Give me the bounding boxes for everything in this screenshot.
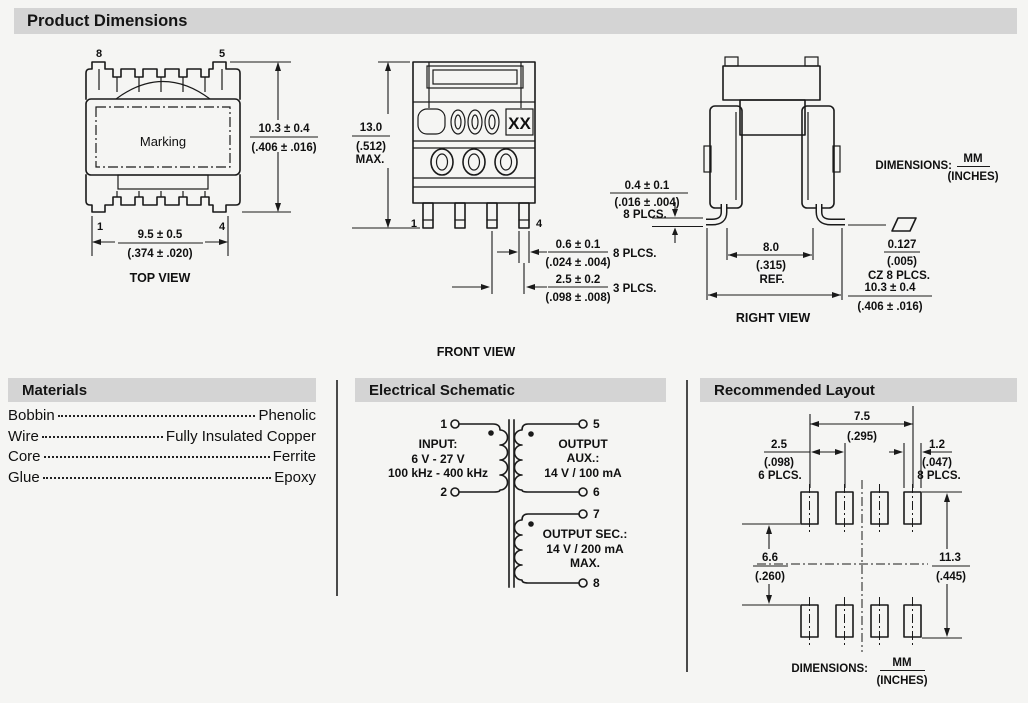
terminal-2 [451, 488, 459, 496]
layout-pad-mm: 1.2 [929, 439, 945, 451]
input-label: INPUT: [418, 437, 458, 451]
layout-drawing [695, 403, 1025, 703]
terminal-7 [579, 510, 587, 518]
right-clip-leg [802, 106, 834, 208]
coplanarity-in: (.005) [886, 256, 918, 268]
pin-number-5: 5 [218, 48, 226, 60]
terminal-6 [579, 488, 587, 496]
transformer-core [509, 420, 514, 587]
front-pins [423, 203, 529, 228]
pin-label-2: 2 [440, 485, 447, 499]
top-view-height-dimension [230, 62, 318, 212]
layout-span-in: (.295) [846, 431, 878, 443]
material-value: Epoxy [274, 468, 316, 486]
aux-label: AUX.: [566, 451, 600, 465]
top-view-width-dimension [92, 216, 228, 260]
marking-slot [418, 109, 445, 134]
coplanarity-note: CZ 8 PLCS. [868, 270, 930, 282]
section-header-product-dimensions [14, 8, 1017, 34]
span-in: (.315) [755, 260, 787, 272]
layout-pad-in: (.047) [921, 457, 953, 469]
pin-label-5: 5 [593, 417, 600, 431]
span-mm: 8.0 [763, 242, 779, 254]
front-view-caption: FRONT VIEW [436, 345, 516, 359]
material-row [8, 468, 316, 489]
right-width-mm: 10.3 ± 0.4 [864, 282, 916, 294]
left-clip-leg [710, 106, 742, 208]
material-name: Glue [8, 468, 40, 486]
front-view-component-outline [410, 62, 535, 230]
front-height-mm: 13.0 [359, 122, 383, 134]
front-height-in: (.512) [355, 141, 387, 153]
pin-number-8: 8 [95, 48, 103, 60]
pitch-in: (.098 ± .008) [545, 292, 611, 304]
material-row [8, 427, 316, 448]
schematic-labels [388, 437, 627, 570]
layout-pad-note: 8 PLCS. [917, 470, 961, 482]
height-in: (.406 ± .016) [251, 142, 317, 154]
lead-thickness-mm: 0.4 ± 0.1 [624, 180, 670, 192]
right-view-drawing [600, 50, 1025, 335]
pin-number-4: 4 [218, 221, 226, 233]
units-mm: MM [963, 153, 983, 165]
material-row [8, 447, 316, 468]
input-voltage: 6 V - 27 V [411, 452, 465, 466]
units-inches: (INCHES) [947, 171, 999, 183]
polarity-dot-sec [528, 521, 534, 527]
aux-output-label: OUTPUT [558, 437, 608, 451]
sec-output-label: OUTPUT SEC.: [542, 527, 628, 541]
units-label: DIMENSIONS: [791, 663, 868, 675]
section-header-electrical-schematic [355, 378, 666, 402]
section-header-recommended-layout [700, 378, 1017, 402]
material-value: Ferrite [272, 448, 316, 465]
units-mm: MM [892, 657, 912, 669]
terminal-8 [579, 579, 587, 587]
marking-ovals [451, 110, 499, 134]
material-name: Bobbin [8, 407, 55, 424]
width-mm: 9.5 ± 0.5 [137, 229, 183, 241]
leader-dots [44, 456, 270, 458]
sec-max-label: MAX. [570, 556, 600, 570]
width-in: (.374 ± .020) [127, 248, 193, 260]
layout-outer-mm: 11.3 [939, 552, 961, 564]
lead-thickness-in: (.016 ± .004) [614, 197, 680, 209]
units-inches: (INCHES) [876, 675, 928, 687]
materials-title: Materials [22, 381, 88, 399]
sec-rating: 14 V / 200 mA [546, 542, 624, 556]
pitch-mm: 2.5 ± 0.2 [555, 274, 601, 286]
material-value: Phenolic [258, 407, 316, 424]
coplanarity-mm: 0.127 [887, 239, 917, 251]
layout-inner-mm: 6.6 [762, 552, 778, 564]
layout-pitch-note: 6 PLCS. [758, 470, 802, 482]
polarity-dot-aux [528, 431, 534, 437]
aux-rating: 14 V / 100 mA [544, 466, 622, 480]
coplanarity-annotation [868, 218, 930, 282]
lead-thickness-note: 8 PLCS. [623, 209, 667, 221]
layout-outer-height-dimension [922, 492, 970, 638]
right-width-in: (.406 ± .016) [857, 301, 923, 313]
layout-units-note [791, 657, 927, 687]
terminal-1 [451, 420, 459, 428]
height-mm: 10.3 ± 0.4 [258, 123, 310, 135]
units-label: DIMENSIONS: [875, 160, 952, 172]
input-frequency: 100 kHz - 400 kHz [387, 466, 489, 480]
layout-outer-in: (.445) [935, 571, 967, 583]
body-marks-label: XX [508, 114, 531, 133]
bottom-center-tab [118, 175, 208, 189]
front-height-dimension [352, 62, 420, 228]
pin-label-8: 8 [593, 576, 600, 590]
layout-span-dimension [810, 406, 913, 488]
pin-number-1: 1 [96, 221, 104, 233]
page-title: Product Dimensions [27, 11, 188, 30]
materials-list [8, 406, 316, 488]
column-divider-right [686, 380, 688, 672]
layout-span-mm: 7.5 [854, 411, 870, 423]
leader-dots [58, 415, 256, 417]
lead-width-note: 8 PLCS. [613, 248, 657, 260]
front-height-note: MAX. [355, 154, 385, 166]
front-pin-number-1: 1 [410, 218, 417, 230]
right-view-caption: RIGHT VIEW [735, 311, 811, 325]
top-view-drawing [50, 44, 330, 294]
gull-wing-leads [706, 204, 845, 222]
pitch-note: 3 PLCS. [613, 283, 657, 295]
lead-width-mm: 0.6 ± 0.1 [555, 239, 601, 251]
schematic-title: Electrical Schematic [369, 381, 515, 399]
material-value: Fully Insulated Copper [165, 427, 316, 445]
layout-pitch-in: (.098) [763, 457, 795, 469]
front-pin-number-4: 4 [536, 218, 543, 230]
material-name: Core [8, 448, 41, 465]
section-header-materials [8, 378, 316, 402]
layout-pitch-dimension [758, 439, 845, 488]
layout-pitch-mm: 2.5 [771, 439, 787, 451]
lead-thickness-dimension [610, 180, 703, 243]
top-view-caption: TOP VIEW [129, 271, 191, 285]
column-divider-left [336, 380, 338, 596]
pin-label-6: 6 [593, 485, 600, 499]
winding-dome-arc [116, 82, 210, 100]
dimensions-units-note [875, 153, 998, 183]
pin-label-1: 1 [440, 417, 447, 431]
layout-inner-in: (.260) [754, 571, 786, 583]
schematic-drawing [385, 408, 675, 600]
coplanarity-symbol [892, 218, 916, 231]
core-holes [431, 149, 517, 175]
lead-span-dimension [727, 228, 813, 286]
layout-title: Recommended Layout [714, 381, 875, 399]
top-flange-pin-ticks [99, 69, 222, 92]
material-name: Wire [8, 427, 39, 445]
lead-width-in: (.024 ± .004) [545, 257, 611, 269]
material-row [8, 406, 316, 427]
pin-label-7: 7 [593, 507, 600, 521]
polarity-dot-primary [488, 430, 494, 436]
span-note: REF. [759, 274, 785, 286]
right-view-component-outline [704, 57, 886, 225]
terminal-5 [579, 420, 587, 428]
marking-label: Marking [139, 134, 187, 149]
bottom-flange-pin-ticks [117, 191, 205, 197]
layout-pad-width-dimension [889, 439, 961, 488]
leader-dots [42, 436, 163, 438]
leader-dots [43, 477, 272, 479]
